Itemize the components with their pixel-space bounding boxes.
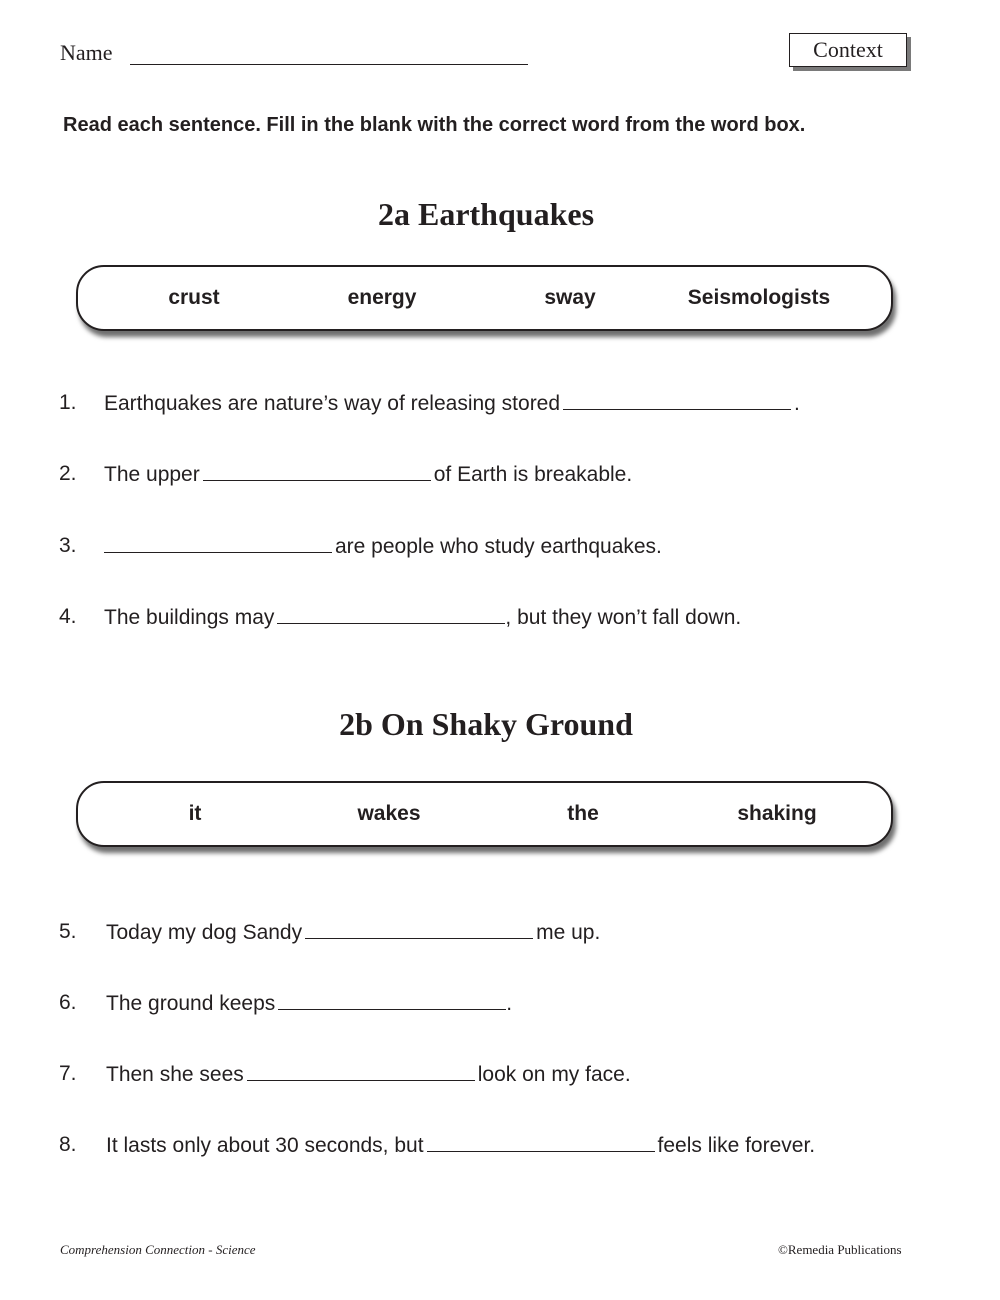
answer-blank[interactable] bbox=[305, 920, 533, 939]
word-box-item: sway bbox=[544, 286, 596, 309]
question-text-before: It lasts only about 30 seconds, but bbox=[106, 1134, 424, 1157]
footer-series-title: Comprehension Connection - Science bbox=[60, 1242, 256, 1257]
footer-copyright: ©Remedia Publications bbox=[778, 1242, 902, 1257]
question-number: 8. bbox=[59, 1133, 77, 1156]
word-box-item: wakes bbox=[357, 802, 421, 825]
word-box-item: the bbox=[567, 802, 599, 825]
question-text-after: me up. bbox=[536, 921, 601, 944]
question-text-after: are people who study earthquakes. bbox=[335, 535, 662, 558]
question-text bbox=[104, 534, 662, 559]
question-text bbox=[106, 991, 512, 1016]
word-box-item: crust bbox=[168, 286, 220, 309]
question-text-after: . bbox=[506, 992, 513, 1015]
question-number: 1. bbox=[59, 391, 77, 414]
word-box-2a bbox=[76, 265, 893, 331]
question-text-before: The upper bbox=[104, 463, 200, 486]
question-text-before: Then she sees bbox=[106, 1063, 244, 1086]
question-text-after: of Earth is breakable. bbox=[433, 463, 633, 486]
question-text-after: feels like forever. bbox=[657, 1134, 816, 1157]
question-number: 2. bbox=[59, 462, 77, 485]
name-label: Name bbox=[60, 40, 113, 65]
question-text-before: The ground keeps bbox=[106, 992, 276, 1015]
word-box-item: it bbox=[188, 802, 202, 825]
question-number: 6. bbox=[59, 991, 77, 1014]
answer-blank[interactable] bbox=[104, 534, 332, 553]
question-text-before: Today my dog Sandy bbox=[106, 921, 303, 944]
question-text bbox=[104, 605, 741, 630]
word-box-item: shaking bbox=[737, 802, 817, 825]
word-box-item: Seismologists bbox=[687, 286, 831, 309]
question-text bbox=[106, 1062, 631, 1087]
question-text bbox=[104, 391, 800, 416]
question-number: 3. bbox=[59, 534, 77, 557]
question-text bbox=[106, 920, 600, 945]
question-number: 4. bbox=[59, 605, 77, 628]
question-text-before: Earthquakes are nature’s way of releasing stored bbox=[104, 392, 561, 415]
answer-blank[interactable] bbox=[427, 1133, 655, 1152]
question-text bbox=[104, 462, 632, 487]
name-blank-line bbox=[130, 64, 528, 65]
question-text-before: The buildings may bbox=[104, 606, 275, 629]
answer-blank[interactable] bbox=[277, 605, 505, 624]
question-number: 7. bbox=[59, 1062, 77, 1085]
question-text-after: , but they won’t fall down. bbox=[505, 606, 742, 629]
answer-blank[interactable] bbox=[203, 462, 431, 481]
answer-blank[interactable] bbox=[278, 991, 506, 1010]
word-box-item: energy bbox=[347, 286, 417, 309]
question-text-after: look on my face. bbox=[477, 1063, 631, 1086]
answer-blank[interactable] bbox=[247, 1062, 475, 1081]
question-text-after: . bbox=[794, 392, 800, 415]
category-tag: Context bbox=[789, 33, 907, 67]
instructions: Read each sentence. Fill in the blank with the correct word from the word box. bbox=[63, 114, 806, 136]
question-text bbox=[106, 1133, 815, 1158]
answer-blank[interactable] bbox=[563, 391, 791, 410]
word-box-2b bbox=[76, 781, 893, 847]
section-title-2b: 2b On Shaky Ground bbox=[339, 706, 633, 742]
section-title-2a: 2a Earthquakes bbox=[377, 196, 595, 232]
question-number: 5. bbox=[59, 920, 77, 943]
